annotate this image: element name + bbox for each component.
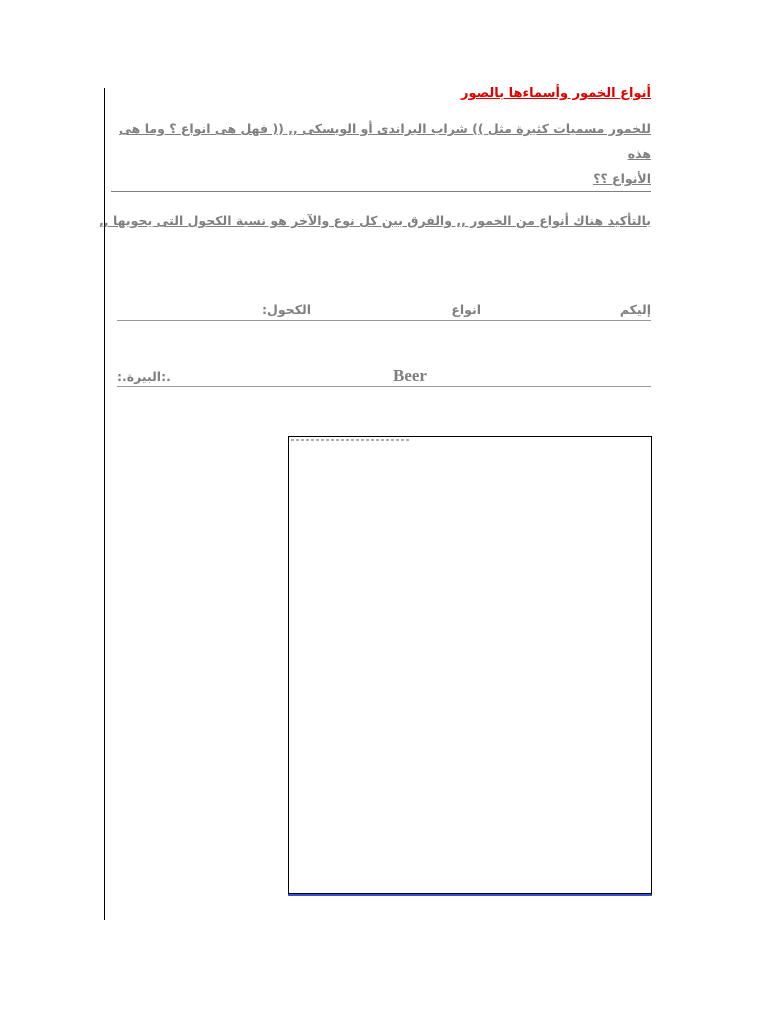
beer-heading-arabic: .:البيرة.: (117, 369, 171, 384)
beer-heading-rule (117, 386, 651, 387)
intro-paragraph-line-2 (111, 166, 651, 192)
alcohol-difference-paragraph: بالتأكيد هناك أنواع من الخمور ,, والفرق بين كل نوع والآخر هو نسبة الكحول التى يحويها ,, (99, 213, 651, 228)
beer-heading-row (117, 366, 651, 388)
types-intro-rule (117, 320, 651, 321)
types-intro-word-1: إليكم (619, 302, 651, 317)
beer-heading-english: Beer (393, 366, 427, 385)
types-intro-row (117, 302, 651, 322)
types-intro-word-2: انواع (451, 302, 481, 317)
beer-image-placeholder[interactable] (288, 436, 652, 894)
image-link-underline (288, 894, 652, 896)
intro-paragraph-line-1: للخمور مسميات كثيرة مثل )) شراب البراندى أو الويسكى ,, (( فهل هى انواع ؟ وما هى هذه (119, 121, 651, 161)
intro-paragraph-line-2-text: الأنواع ؟؟ (593, 171, 651, 186)
image-caption-strip (291, 439, 411, 441)
intro-paragraph (111, 116, 651, 192)
types-intro-word-3: الكحول: (262, 302, 311, 317)
document-title: أنواع الخمور وأسماءها بالصور (460, 86, 651, 101)
